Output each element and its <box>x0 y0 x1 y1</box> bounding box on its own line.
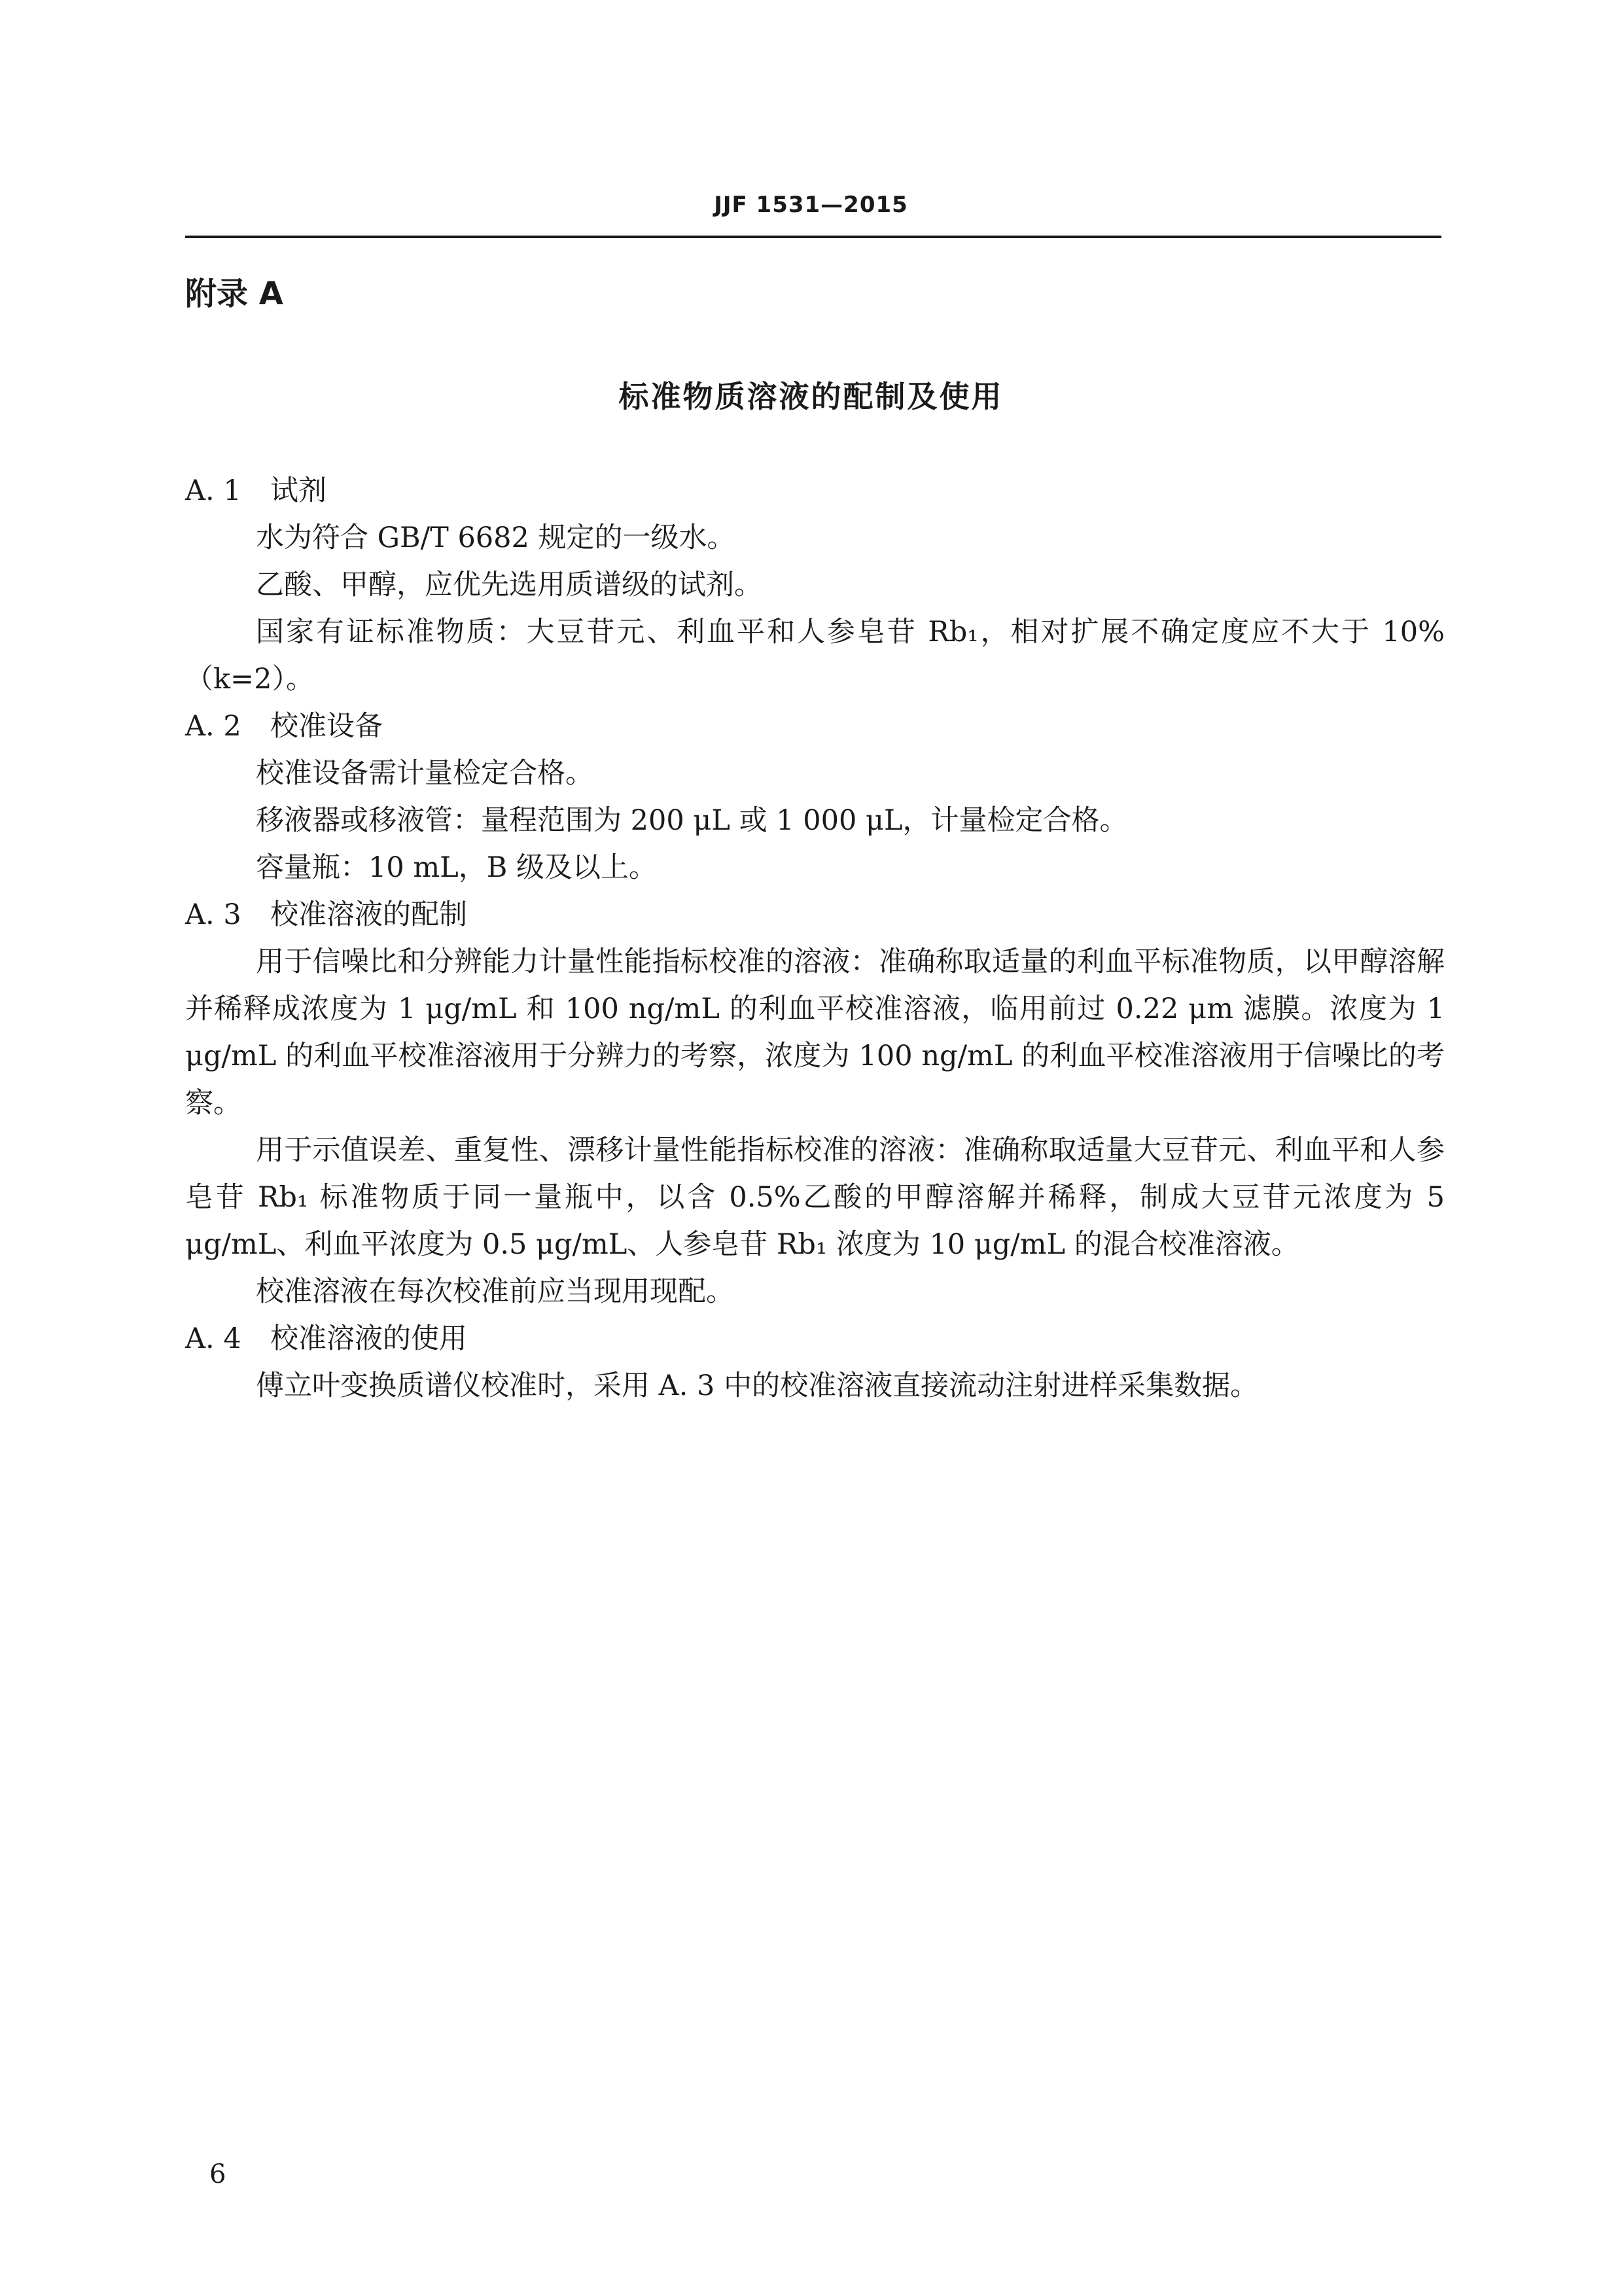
document-code-header: JJF 1531—2015 <box>714 192 908 218</box>
section-number: A. 2 <box>185 710 241 743</box>
paragraph: 用于信噪比和分辨能力计量性能指标校准的溶液：准确称取适量的利血平标准物质，以甲醇溶解并稀释成浓度为 1 μg/mL 和 100 ng/mL 的利血平校准溶液，临用前过 0.22 μm 滤膜。浓度为 1 μg/mL 的利血平校准溶液用于分辨力的考察，浓度为 100 ng/mL 的利血平校准溶液用于信噪比的考察。 <box>185 945 1445 1120</box>
section-heading-a4 <box>185 1315 1445 1362</box>
paragraph: 傅立叶变换质谱仪校准时，采用 A. 3 中的校准溶液直接流动注射进样采集数据。 <box>256 1369 1259 1402</box>
page-number: 6 <box>209 2159 226 2189</box>
section-title: 试剂 <box>270 474 326 507</box>
paragraph: 校准溶液在每次校准前应当现用现配。 <box>256 1275 734 1308</box>
section-heading-a1 <box>185 467 1445 514</box>
paragraph: 用于示值误差、重复性、漂移计量性能指标校准的溶液：准确称取适量大豆苷元、利血平和人参皂苷 Rb₁ 标准物质于同一量瓶中，以含 0.5%乙酸的甲醇溶解并稀释，制成大豆苷元浓度为 5 μg/mL、利血平浓度为 0.5 μg/mL、人参皂苷 Rb₁ 浓度为 10 μg/mL 的混合校准溶液。 <box>185 1134 1445 1261</box>
paragraph: 容量瓶：10 mL，B 级及以上。 <box>256 851 657 884</box>
appendix-title: 标准物质溶液的配制及使用 <box>618 379 1004 414</box>
section-title: 校准溶液的使用 <box>270 1322 467 1355</box>
section-title: 校准设备 <box>270 710 383 743</box>
paragraph: 移液器或移液管：量程范围为 200 μL 或 1 000 μL，计量检定合格。 <box>256 804 1128 837</box>
section-heading-a3 <box>185 891 1445 938</box>
section-heading-a2 <box>185 703 1445 750</box>
paragraph: 校准设备需计量检定合格。 <box>256 757 593 790</box>
paragraph: 水为符合 GB/T 6682 规定的一级水。 <box>256 521 735 554</box>
section-number: A. 1 <box>185 474 241 507</box>
section-number: A. 3 <box>185 898 241 931</box>
header-rule <box>185 236 1441 238</box>
section-number: A. 4 <box>185 1322 241 1355</box>
paragraph: 国家有证标准物质：大豆苷元、利血平和人参皂苷 Rb₁，相对扩展不确定度应不大于 10%（k=2）。 <box>185 616 1445 696</box>
paragraph: 乙酸、甲醇，应优先选用质谱级的试剂。 <box>256 569 762 601</box>
document-body <box>185 467 1445 1409</box>
appendix-label: 附录 A <box>185 275 283 312</box>
section-title: 校准溶液的配制 <box>270 898 467 931</box>
